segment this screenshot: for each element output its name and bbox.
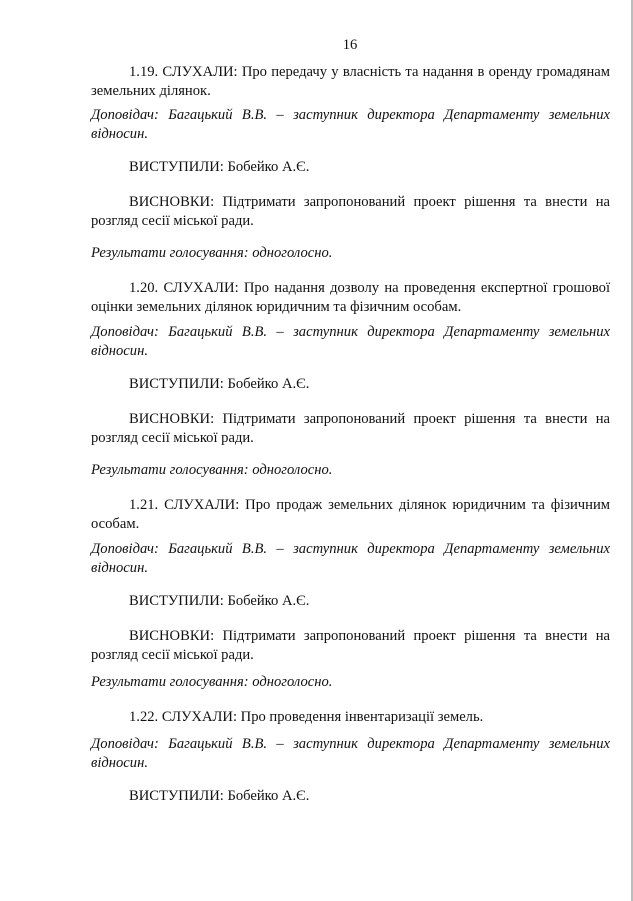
spoke-paragraph: ВИСТУПИЛИ: Бобейко А.Є. xyxy=(129,376,310,392)
conclusions-paragraph: ВИСНОВКИ: Підтримати запропонований проект рішення та внести на розгляд сесії міської ради. xyxy=(91,194,610,229)
heard-paragraph: 1.21. СЛУХАЛИ: Про продаж земельних ділянок юридичним та фізичним особам. xyxy=(91,497,610,532)
vote-result: Результати голосування: одноголосно. xyxy=(91,674,333,690)
speaker-paragraph: Доповідач: Багацький В.В. – заступник директора Департаменту земельних відносин. xyxy=(91,324,610,359)
spoke-paragraph: ВИСТУПИЛИ: Бобейко А.Є. xyxy=(129,788,310,804)
conclusions-paragraph: ВИСНОВКИ: Підтримати запропонований проект рішення та внести на розгляд сесії міської ради. xyxy=(91,411,610,446)
speaker-paragraph: Доповідач: Багацький В.В. – заступник директора Департаменту земельних відносин. xyxy=(91,107,610,142)
spoke-paragraph: ВИСТУПИЛИ: Бобейко А.Є. xyxy=(129,159,310,175)
heard-paragraph: 1.22. СЛУХАЛИ: Про проведення інвентаризації земель. xyxy=(129,709,484,725)
heard-paragraph: 1.20. СЛУХАЛИ: Про надання дозволу на проведення експертної грошової оцінки земельних ділянок юридичним та фізичним особам. xyxy=(91,280,610,315)
speaker-paragraph: Доповідач: Багацький В.В. – заступник директора Департаменту земельних відносин. xyxy=(91,736,610,771)
speaker-paragraph: Доповідач: Багацький В.В. – заступник директора Департаменту земельних відносин. xyxy=(91,541,610,576)
conclusions-paragraph: ВИСНОВКИ: Підтримати запропонований проект рішення та внести на розгляд сесії міської ради. xyxy=(91,628,610,663)
vote-result: Результати голосування: одноголосно. xyxy=(91,245,333,261)
heard-paragraph: 1.19. СЛУХАЛИ: Про передачу у власність та надання в оренду громадянам земельних ділянок. xyxy=(91,64,610,99)
vote-result: Результати голосування: одноголосно. xyxy=(91,462,333,478)
spoke-paragraph: ВИСТУПИЛИ: Бобейко А.Є. xyxy=(129,593,310,609)
page-number: 16 xyxy=(342,37,358,53)
